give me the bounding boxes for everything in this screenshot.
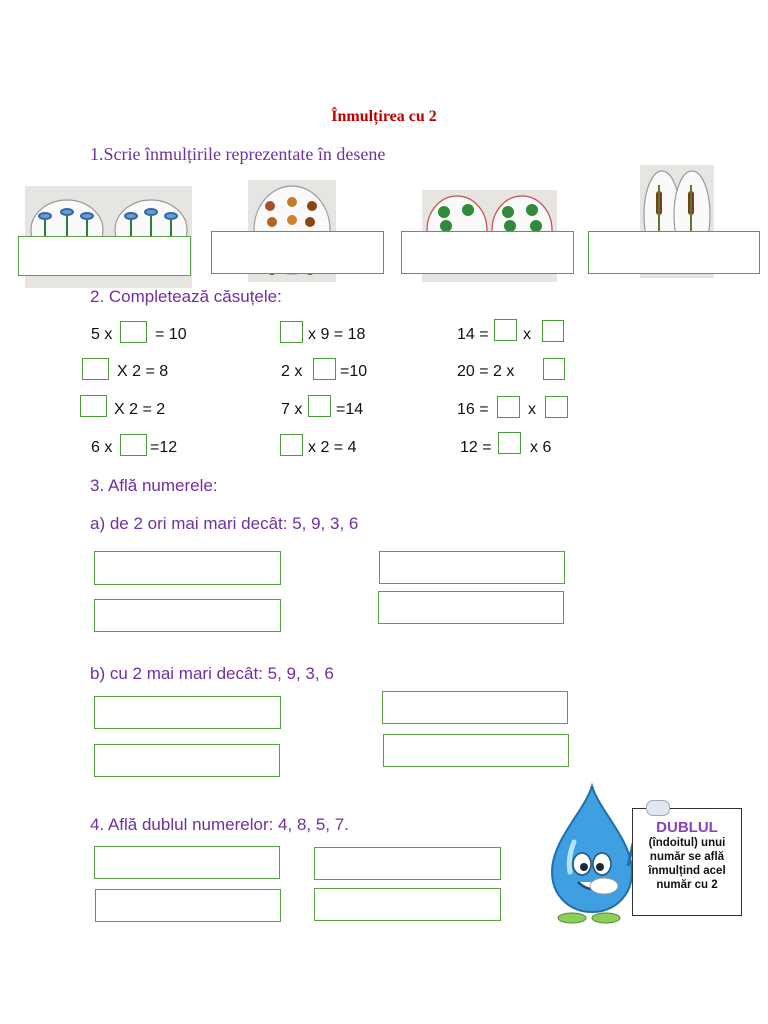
hand-holding-note <box>646 800 670 816</box>
note-line-2: număr se află <box>649 851 725 863</box>
ex2-c3-r3-box1[interactable] <box>497 396 520 418</box>
ex3a-answer-box-3[interactable] <box>94 599 281 632</box>
ex1-answer-box-2[interactable] <box>211 231 384 274</box>
ex3b-answer-box-2[interactable] <box>382 691 568 724</box>
ex2-c3-r4-right: x 6 <box>530 439 552 456</box>
ex2-c2-r2-left: 2 x <box>281 363 303 380</box>
note-line-1: (îndoitul) unui <box>648 837 726 849</box>
ex2-c2-r4-box[interactable] <box>280 434 303 456</box>
ex2-c3-r3-left: 16 = <box>457 401 489 418</box>
ex4-answer-box-1[interactable] <box>94 846 280 879</box>
water-drop-mascot <box>542 782 642 924</box>
ex2-c2-r1-text: x 9 = 18 <box>308 326 366 343</box>
page-title: Înmulțirea cu 2 <box>331 108 437 125</box>
ex2-c1-r1-box[interactable] <box>120 321 147 343</box>
ex3a-answer-box-2[interactable] <box>379 551 565 584</box>
exercise-3b-text: b) cu 2 mai mari decât: 5, 9, 3, 6 <box>90 664 334 683</box>
ex2-c3-r1-left: 14 = <box>457 326 489 343</box>
ex2-c3-r1-box1[interactable] <box>494 319 517 341</box>
ex2-c2-r3-box[interactable] <box>308 395 331 417</box>
ex1-answer-box-3[interactable] <box>401 231 574 274</box>
ex2-c1-r1-right: = 10 <box>155 326 187 343</box>
note-line-4: număr cu 2 <box>656 879 718 891</box>
exercise-4-heading: 4. Află dublul numerelor: 4, 8, 5, 7. <box>90 815 349 834</box>
ex2-c3-r2-box[interactable] <box>543 358 565 380</box>
ex2-c3-r2-text: 20 = 2 x <box>457 363 515 380</box>
exercise-3a-text: a) de 2 ori mai mari decât: 5, 9, 3, 6 <box>90 514 359 533</box>
ex2-c2-r3-left: 7 x <box>281 401 303 418</box>
ex3a-answer-box-4[interactable] <box>378 591 564 624</box>
ex2-c3-r1-box2[interactable] <box>542 320 564 342</box>
ex2-c1-r4-left: 6 x <box>91 439 113 456</box>
ex1-answer-box-1[interactable] <box>18 236 191 276</box>
ex2-c1-r3-box[interactable] <box>80 395 107 417</box>
ex1-answer-box-4[interactable] <box>588 231 760 274</box>
ex3b-answer-box-4[interactable] <box>383 734 569 767</box>
ex2-c2-r2-right: =10 <box>340 363 368 380</box>
ex2-c3-r4-left: 12 = <box>460 439 492 456</box>
ex2-c3-r3-box2[interactable] <box>545 396 568 418</box>
ex2-c1-r4-right: =12 <box>150 439 178 456</box>
ex2-c1-r2-text: X 2 = 8 <box>117 363 169 380</box>
ex2-c3-r3-x: x <box>528 401 536 418</box>
ex3b-answer-box-3[interactable] <box>94 744 280 777</box>
ex2-c1-r2-box[interactable] <box>82 358 109 380</box>
ex3b-answer-box-1[interactable] <box>94 696 281 729</box>
ex2-c2-r4-text: x 2 = 4 <box>308 439 357 456</box>
ex2-c3-r4-box[interactable] <box>498 432 521 454</box>
exercise-3-heading: 3. Află numerele: <box>90 476 218 495</box>
ex4-answer-box-3[interactable] <box>95 889 281 922</box>
note-line-3: înmulțind acel <box>648 865 726 877</box>
ex2-c1-r1-left: 5 x <box>91 326 113 343</box>
ex4-answer-box-2[interactable] <box>314 847 501 880</box>
double-definition-note <box>632 808 742 916</box>
ex2-c3-r1-x: x <box>523 326 531 343</box>
exercise-1-heading: 1.Scrie înmulțirile reprezentate în desene <box>90 144 386 164</box>
ex2-c2-r1-box[interactable] <box>280 321 303 343</box>
ex2-c1-r4-box[interactable] <box>120 434 147 456</box>
ex2-c2-r3-right: =14 <box>336 401 364 418</box>
ex3a-answer-box-1[interactable] <box>94 551 281 585</box>
ex2-c2-r2-box[interactable] <box>313 358 336 380</box>
note-title: DUBLUL <box>656 819 718 836</box>
ex2-c1-r3-text: X 2 = 2 <box>114 401 166 418</box>
ex4-answer-box-4[interactable] <box>314 888 501 921</box>
exercise-2-heading: 2. Completează căsuțele: <box>90 287 282 306</box>
